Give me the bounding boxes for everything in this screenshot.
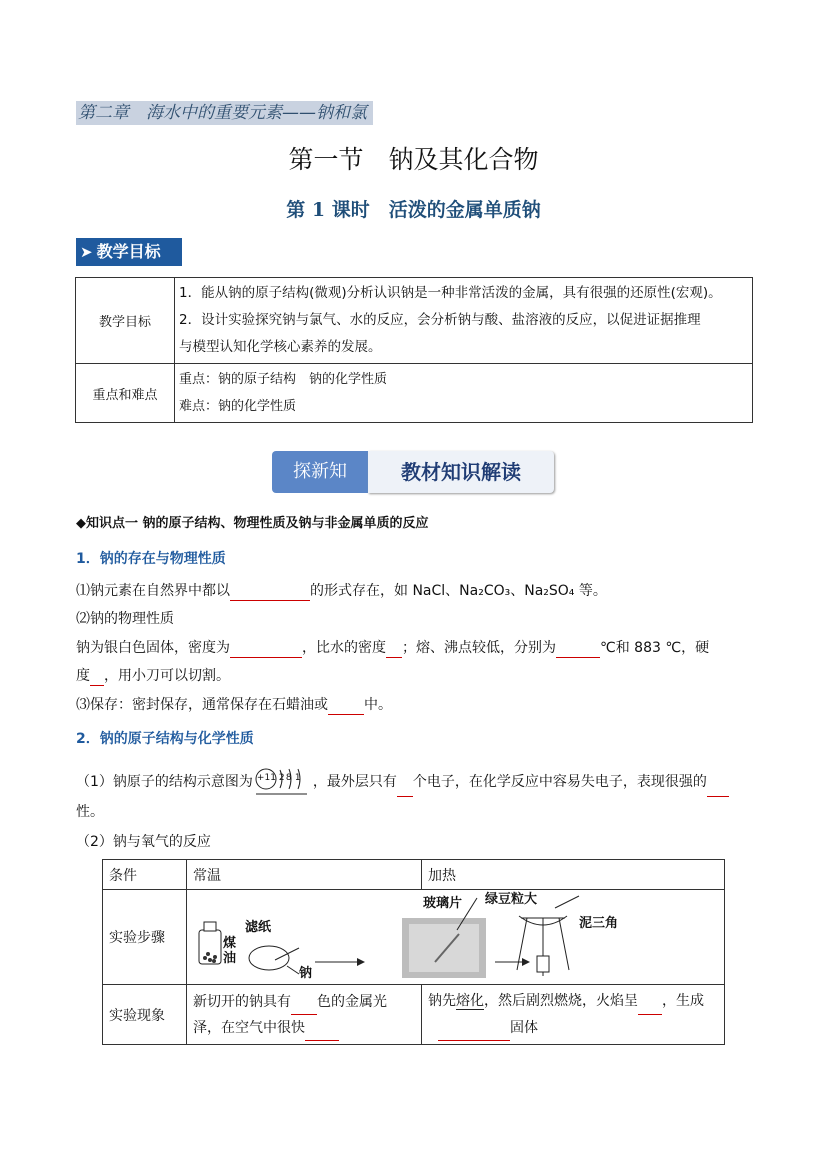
paragraph-line: 钠为银白色固体，密度为 ，比水的密度 ；熔、沸点较低，分别为 ℃和 883 ℃，硬 <box>76 640 710 656</box>
section-title: 第一节 钠及其化合物 <box>288 145 539 174</box>
goal-tag-label: 教学目标 <box>96 242 161 261</box>
objective-line: 与模型认知化学核心素养的发展。 <box>179 339 382 355</box>
knowledge-point-heading: ◆知识点一 钠的原子结构、物理性质及钠与非金属单质的反应 <box>76 516 429 531</box>
row-label-phenomena: 实验现象 <box>103 985 187 1045</box>
fill-blank[interactable] <box>556 641 600 658</box>
fill-blank[interactable] <box>397 780 413 797</box>
fill-blank[interactable] <box>90 669 104 686</box>
fill-blank[interactable] <box>230 584 310 601</box>
paragraph-line: 性。 <box>76 804 104 820</box>
subsection-heading-2: 2．钠的原子结构与化学性质 <box>76 731 254 747</box>
lesson-title: 第 1 课时 活泼的金属单质钠 <box>286 199 541 221</box>
objective-line: 2．设计实验探究钠与氯气、水的反应，会分析钠与酸、盐溶液的反应，以促进证据推理 <box>179 312 701 328</box>
paragraph-line: ⑶保存：密封保存，通常保存在石蜡油或 中。 <box>76 697 392 713</box>
fill-blank[interactable] <box>230 641 302 658</box>
fill-blank[interactable] <box>638 998 662 1015</box>
subsection-heading-1: 1．钠的存在与物理性质 <box>76 551 226 567</box>
paragraph-line: ⑴钠元素在自然界中都以 的形式存在，如 NaCl、Na₂CO₃、Na₂SO₄ 等。 <box>76 583 607 599</box>
objectives-row1-label: 教学目标 <box>76 278 175 364</box>
difficulty: 难点：钠的化学性质 <box>179 399 297 414</box>
chapter-label: 第二章 海水中的重要元素——钠和氯 <box>76 101 373 125</box>
fill-blank[interactable] <box>305 1024 339 1041</box>
table-header: 常温 <box>187 860 422 890</box>
fill-blank[interactable] <box>328 698 364 715</box>
banner-right: 教材知识解读 <box>368 451 554 493</box>
goal-tag <box>76 238 182 266</box>
paragraph-line: （2）钠与氧气的反应 <box>76 834 211 850</box>
row-label-steps: 实验步骤 <box>103 890 187 985</box>
fill-blank[interactable] <box>386 641 402 658</box>
objectives-row2-label: 重点和难点 <box>76 364 175 423</box>
paragraph-line: 度 ，用小刀可以切割。 <box>76 668 230 684</box>
atom-structure-diagram: +11 2 8 1 <box>255 767 311 797</box>
paragraph-line: ⑵钠的物理性质 <box>76 611 174 627</box>
fill-blank[interactable] <box>438 1024 510 1041</box>
table-header: 加热 <box>422 860 725 890</box>
paragraph-line: （1）钠原子的结构示意图为 +11 2 8 1 ，最外层只有 个电子，在化学反应中容易失电子，表现很强的 <box>76 767 729 797</box>
table-header: 条件 <box>103 860 187 890</box>
fill-blank[interactable] <box>707 780 729 797</box>
section-banner <box>272 451 554 493</box>
banner-left: 探新知 <box>272 451 368 493</box>
objectives-table <box>75 277 753 423</box>
arrow-right-icon: ➤ <box>80 243 93 261</box>
experiment-table: 条件 常温 加热 实验步骤 煤油 滤纸 钠 玻璃片 绿豆粒大 泥三角 实验现象 新切开的钠具有 色的金属光 泽，在空气中很快 钠先熔化，然后剧烈燃烧，火焰呈 ，生成 固体 <box>102 859 725 1045</box>
fill-blank[interactable] <box>291 998 317 1015</box>
key-point: 重点：钠的原子结构 钠的化学性质 <box>179 372 388 387</box>
objective-line: 1．能从钠的原子结构(微观)分析认识钠是一种非常活泼的金属，具有很强的还原性(宏观)。 <box>179 285 722 301</box>
experiment-illustration: 煤油 滤纸 钠 玻璃片 绿豆粒大 泥三角 <box>187 890 725 985</box>
